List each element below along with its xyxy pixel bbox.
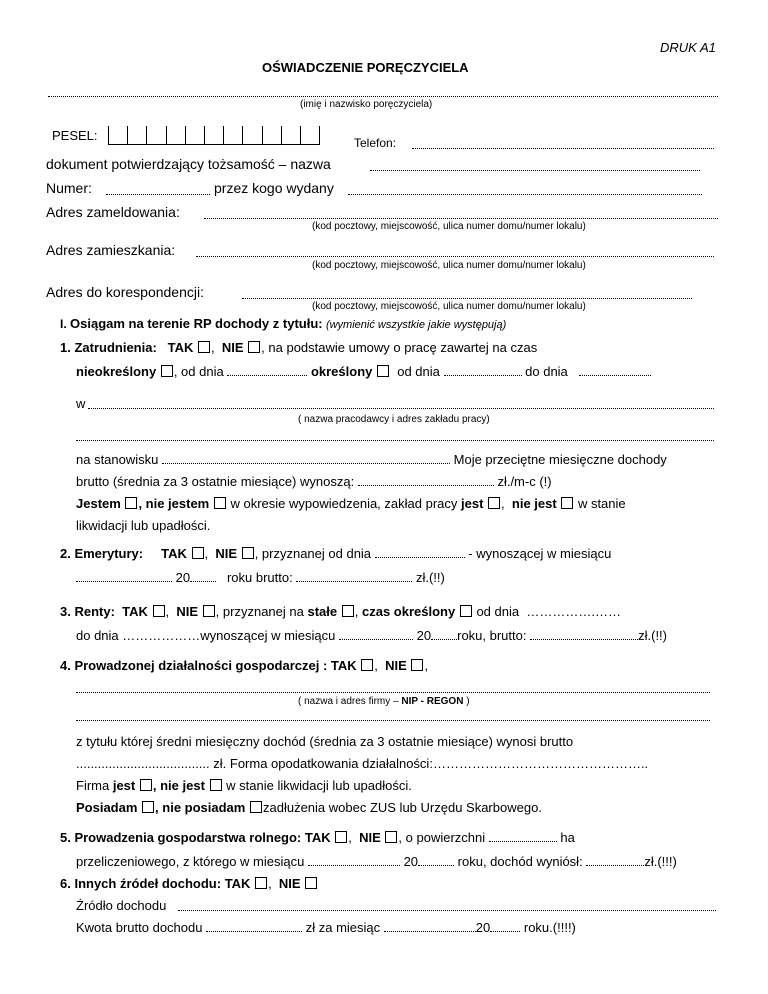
pension-yes-checkbox[interactable] [192, 547, 204, 559]
registered-address-label: Adres zameldowania: [46, 204, 180, 220]
gross-line: brutto (średnia za 3 ostatnie miesiące) wynoszą: zł./m-c (!) [76, 474, 552, 489]
other-year-field[interactable] [490, 920, 520, 932]
pension-year-field[interactable] [190, 570, 216, 582]
pension-no-checkbox[interactable] [242, 547, 254, 559]
document-number-field[interactable] [106, 194, 210, 195]
employment-line-2: nieokreślony , od dnia określony od dnia do dnia [76, 364, 651, 379]
farm-yes-checkbox[interactable] [335, 831, 347, 843]
firma-line: Firma jest , nie jest w stanie likwidacji lub upadłości. [76, 778, 412, 793]
other-yes-checkbox[interactable] [255, 877, 267, 889]
farm-year-field[interactable] [418, 854, 454, 866]
nie-posiadam-checkbox[interactable] [250, 801, 262, 813]
disability-year-field[interactable] [431, 628, 457, 640]
pension-date-field[interactable] [375, 546, 465, 558]
business-caption: ( nazwa i adres firmy – NIP - REGON ) [298, 696, 470, 707]
employer-caption: ( nazwa pracodawcy i adres zakładu pracy) [298, 414, 490, 425]
registered-address-field[interactable] [204, 218, 718, 219]
guarantor-name-caption: (imię i nazwisko poręczyciela) [300, 99, 433, 110]
phone-label: Telefon: [354, 136, 397, 150]
employer-field[interactable] [88, 408, 714, 409]
gross-income-field[interactable] [358, 474, 494, 486]
address-caption: (kod pocztowy, miejscowość, ulica numer domu/numer lokalu) [312, 221, 586, 232]
disability-line-2: do dnia ………………wynoszącej w miesiącu 20 roku, brutto: zł.(!!) [76, 628, 667, 643]
id-document-label: dokument potwierdzający tożsamość – nazwa [46, 156, 331, 172]
farm-month-field[interactable] [308, 854, 400, 866]
employment-yes-checkbox[interactable] [198, 341, 210, 353]
other-amount-line: Kwota brutto dochodu zł za miesiąc 20 roku.(!!!!) [76, 920, 576, 935]
business-name-field-2[interactable] [76, 720, 710, 721]
address-caption: (kod pocztowy, miejscowość, ulica numer domu/numer lokalu) [312, 260, 586, 271]
pension-amount-field[interactable] [296, 570, 412, 582]
employer-field-2[interactable] [76, 440, 714, 441]
posiadam-checkbox[interactable] [142, 801, 154, 813]
farm-line-2: przeliczeniowego, z którego w miesiącu 20 roku, dochód wyniósł: zł.(!!!) [76, 854, 677, 869]
firma-nie-jest-checkbox[interactable] [210, 779, 222, 791]
position-line: na stanowisku Moje przeciętne miesięczne dochody [76, 452, 667, 467]
business-line-1: 4. Prowadzonej działalności gospodarczej : TAK , NIE , [60, 658, 429, 673]
employment-no-checkbox[interactable] [248, 341, 260, 353]
employer-jest-checkbox[interactable] [488, 497, 500, 509]
correspondence-address-label: Adres do korespondencji: [46, 284, 204, 300]
debt-line: Posiadam , nie posiadam zadłużenia wobec ZUS lub Urzędu Skarbowego. [76, 800, 542, 815]
pension-line-1: 2. Emerytury: TAK , NIE , przyznanej od dnia - wynoszącej w miesiącu [60, 546, 612, 561]
issued-by-label: przez kogo wydany [214, 180, 334, 196]
pension-line-2: 20 roku brutto: zł.(!!) [76, 570, 445, 585]
firma-jest-checkbox[interactable] [140, 779, 152, 791]
definite-to-field[interactable] [579, 364, 651, 376]
disability-line-1: 3. Renty: TAK , NIE , przyznanej na stałe , czas określony od dnia …………….…… [60, 604, 621, 619]
other-amount-field[interactable] [206, 920, 302, 932]
farm-area-field[interactable] [489, 830, 557, 842]
farm-line-1: 5. Prowadzenia gospodarstwa rolnego: TAK , NIE , o powierzchni ha [60, 830, 575, 845]
definite-from-field[interactable] [444, 364, 522, 376]
disability-amount-field[interactable] [530, 628, 638, 640]
indefinite-checkbox[interactable] [161, 365, 173, 377]
employer-nie-jest-checkbox[interactable] [561, 497, 573, 509]
section-heading: I. Osiągam na terenie RP dochody z tytułu: (wymienić wszystkie jakie występują) [60, 316, 507, 331]
pesel-boxes[interactable] [108, 126, 320, 144]
pension-month-field[interactable] [76, 570, 172, 582]
business-income-line: ..................................... zł. Forma opodatkowania działalności:………………………………………….. [76, 756, 649, 771]
business-name-field[interactable] [76, 692, 710, 693]
notice-line: Jestem , nie jestem w okresie wypowiedzenia, zakład pracy jest , nie jest w stanie [76, 496, 626, 511]
phone-field[interactable] [412, 148, 714, 149]
employment-line-1: 1. Zatrudnienia: TAK , NIE , na podstawie umowy o pracę zawartej na czas [60, 340, 538, 355]
employer-w-label: w [76, 396, 86, 411]
indefinite-from-field[interactable] [227, 364, 307, 376]
definite-time-checkbox[interactable] [460, 605, 472, 617]
business-amount-field[interactable]: ..................................... [76, 756, 210, 771]
disability-from-field[interactable]: …………….…… [526, 604, 621, 619]
address-caption: (kod pocztowy, miejscowość, ulica numer domu/numer lokalu) [312, 301, 586, 312]
definite-checkbox[interactable] [377, 365, 389, 377]
pesel-label: PESEL: [52, 128, 98, 143]
business-no-checkbox[interactable] [411, 659, 423, 671]
disability-yes-checkbox[interactable] [153, 605, 165, 617]
document-number-label: Numer: [46, 180, 92, 196]
tax-form-field[interactable]: ………………………………………….. [432, 756, 649, 771]
disability-to-field[interactable]: ……………… [122, 628, 201, 643]
disability-month-field[interactable] [339, 628, 413, 640]
residence-address-label: Adres zamieszkania: [46, 242, 176, 258]
disability-no-checkbox[interactable] [203, 605, 215, 617]
correspondence-address-field[interactable] [242, 298, 692, 299]
farm-no-checkbox[interactable] [385, 831, 397, 843]
form-code: DRUK A1 [660, 40, 716, 55]
business-yes-checkbox[interactable] [361, 659, 373, 671]
id-document-field[interactable] [370, 170, 700, 171]
liquidation-text: likwidacji lub upadłości. [76, 518, 211, 533]
other-source-label: Źródło dochodu [76, 898, 167, 913]
nie-jestem-checkbox[interactable] [214, 497, 226, 509]
other-source-field[interactable] [178, 910, 716, 911]
residence-address-field[interactable] [196, 256, 714, 257]
business-income-text: z tytułu której średni miesięczny dochód (średnia za 3 ostatnie miesiące) wynosi brutto [76, 734, 574, 749]
other-month-field[interactable] [384, 920, 476, 932]
permanent-checkbox[interactable] [342, 605, 354, 617]
position-field[interactable] [162, 452, 450, 464]
farm-income-field[interactable] [586, 854, 644, 866]
other-line-1: 6. Innych źródeł dochodu: TAK , NIE [60, 876, 318, 891]
guarantor-name-field[interactable] [48, 96, 718, 97]
other-no-checkbox[interactable] [305, 877, 317, 889]
issued-by-field[interactable] [348, 194, 702, 195]
jestem-checkbox[interactable] [125, 497, 137, 509]
form-title: OŚWIADCZENIE PORĘCZYCIELA [262, 60, 469, 75]
